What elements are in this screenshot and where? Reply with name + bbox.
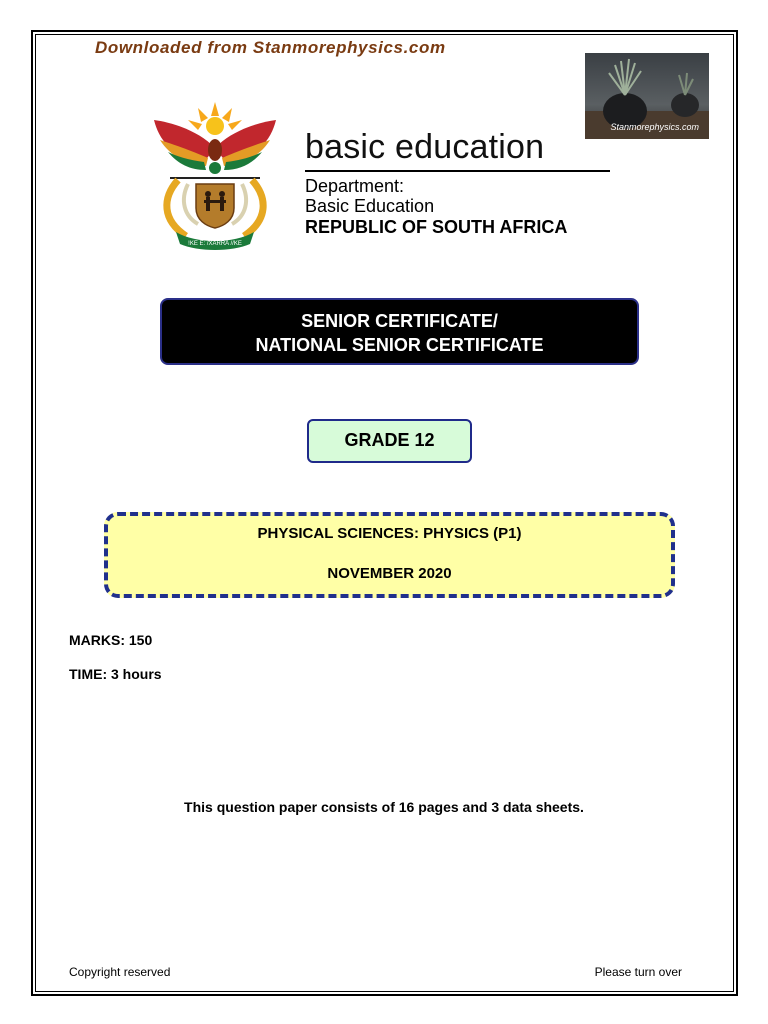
footer-turn-over: Please turn over	[594, 965, 682, 979]
coat-of-arms-logo	[148, 100, 282, 252]
certificate-banner	[160, 298, 639, 365]
brand-divider	[305, 170, 610, 172]
paper-contents-note: This question paper consists of 16 pages and 3 data sheets.	[184, 799, 584, 815]
crest-motto: !KE E: /XARRA //KE	[188, 241, 242, 247]
stanmore-logo-photo	[585, 53, 709, 139]
certificate-line-1: SENIOR CERTIFICATE/	[301, 311, 498, 331]
download-source-text[interactable]: Downloaded from Stanmorephysics.com	[95, 38, 446, 57]
subject-panel	[104, 512, 675, 598]
certificate-line-2: NATIONAL SENIOR CERTIFICATE	[255, 335, 544, 355]
marks-text: MARKS: 150	[69, 632, 153, 648]
subject-name: PHYSICAL SCIENCES: PHYSICS (P1)	[257, 525, 522, 542]
photo-caption: Stanmorephysics.com	[610, 122, 699, 132]
time-text: TIME: 3 hours	[69, 666, 162, 682]
department-name: Basic Education	[305, 196, 435, 216]
country-name: REPUBLIC OF SOUTH AFRICA	[305, 217, 568, 237]
department-label: Department:	[305, 176, 405, 196]
footer-copyright: Copyright reserved	[69, 965, 171, 979]
brand-title: basic education	[305, 128, 545, 166]
exam-session: NOVEMBER 2020	[327, 565, 452, 582]
grade-badge: GRADE 12	[307, 419, 472, 463]
